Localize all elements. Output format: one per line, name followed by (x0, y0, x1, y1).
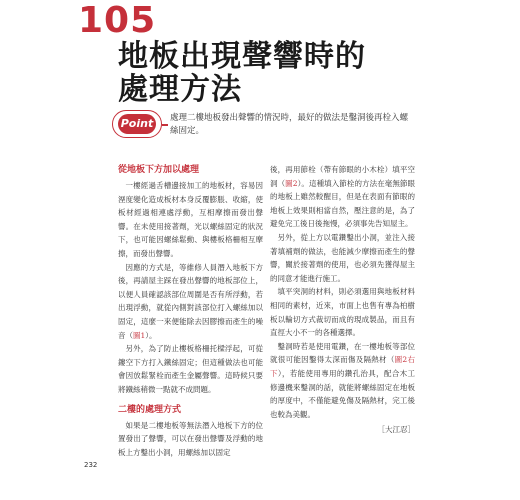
section-heading-second-floor: 二樓的處理方式 (118, 404, 182, 415)
page-title-line-2: 處理方法 (118, 72, 242, 107)
author-credit: ［大江忍］ (377, 425, 415, 435)
paragraph: 如果是二樓地板等無法潛入地板下方的位置發出了聲響，可以在發出聲響及浮動的地板上方鑿出小洞，用螺絲加以固定 (118, 420, 263, 457)
section-number: 105 (78, 0, 157, 41)
paragraph: 一樓經過舌槽邊接加工的地板材，容易因溼度變化造成板材本身反覆膨脹、收縮，使板材經過相連處浮動，互相摩擦而發出聲響。在未使用接著劑，光以螺絲固定的狀況下，也可能因螺絲鬆動、與樓板格柵相互摩擦，而發出聲響。 (118, 181, 263, 258)
paragraph-text: 鑿洞時若是使用電鑽，在一樓地板等部位就很可能因鑿得太深而傷及隔熱材（ (270, 341, 415, 365)
point-summary: 處理二樓地板發出聲響的情況時，最好的做法是鑿洞後再栓入螺絲固定。 (170, 113, 409, 136)
page-title-line-1: 地板出現聲響時的 (118, 39, 366, 74)
paragraph-text: ）。這種填入節栓的方法在毫無節眼的地板上雖然較醒目，但是在表面有節眼的地板上效果則相當自然，壓注意的是，為了避免完工後日後拖慢，必須事先告知屋主。 (270, 178, 416, 229)
section-heading-below-floor: 從地板下方加以處理 (118, 165, 200, 175)
paragraph-text: ）。 (145, 330, 157, 340)
figure-reference: 圖2右下 (270, 355, 415, 378)
figure-reference: 圖1 (133, 330, 146, 340)
page-number: 232 (84, 461, 98, 469)
point-connector-line (162, 124, 168, 126)
figure-reference: 圖2 (285, 178, 298, 188)
paragraph-text: 因應的方式是，等維修人員潛入地板下方後，再請屋主踩在發出聲響的地板部位上，以便人員確認該部位周圍是否有所浮動，若出現浮動，就從內側對該部位打入螺絲加以固定，這麼一來便能除去因膠擦而產生的噪音（ (118, 262, 263, 340)
paragraph (118, 261, 263, 343)
paragraph-text: 後，再用節栓（帶有節眼的小木栓）填平空洞（ (270, 165, 415, 188)
page-title (118, 40, 448, 106)
paragraph: 另外，從上方以電鑽鑿出小洞，並注入接著填補劑的做法，也能減少摩擦而產生的聲響，關於接著劑的使用，也必須先獲得屋主的同意才能進行施工。 (270, 232, 415, 283)
right-column (270, 163, 415, 437)
left-column (118, 163, 263, 459)
point-badge: Point (118, 114, 156, 134)
paragraph (270, 163, 415, 231)
paragraph: 另外，為了防止樓板格柵托樑浮起，可從鏤空下方打入鐵絲固定；但這種做法也可能會因放鬆緊栓而產生金屬聲響。這時候只要將鐵絲稍微一點就不成問題。 (118, 344, 263, 394)
paragraph (270, 340, 415, 422)
paragraph-text: ），若能使用專用的鑽孔治具，配合木工修邊機來鑿洞的話，就能將螺絲固定在地板的厚度中，不僅能避免傷及隔熱材，完工後也較為美觀。 (270, 368, 416, 419)
paragraph: 填平突洞的材料，則必須選用與地板材料相同的素材，近來，市面上也售有專為柏樹板以輪切方式裁切而成的現成製品，而且有直徑大小不一的各種選擇。 (270, 287, 415, 338)
